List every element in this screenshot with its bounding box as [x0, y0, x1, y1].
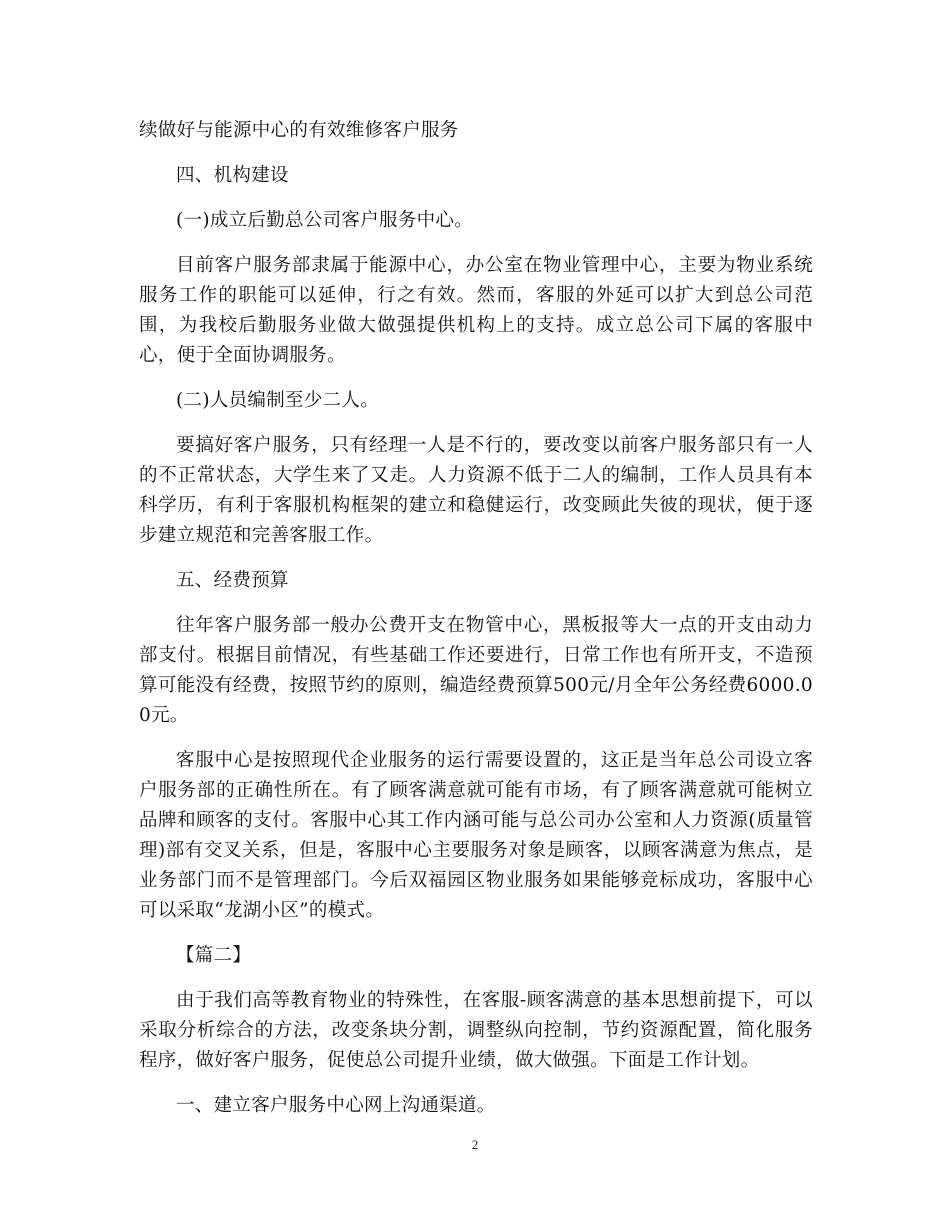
- subheading-establish-center: (一)成立后勤总公司客户服务中心。: [176, 210, 474, 231]
- section-heading-budget: 五、经费预算: [176, 570, 289, 591]
- section-heading-organization: 四、机构建设: [176, 165, 289, 186]
- paragraph-center-purpose: 客服中心是按照现代企业服务的运行需要设置的，这正是当年总公司设立客户服务部的正确性所在。有了顾客满意就可能有市场，有了顾客满意就可能树立品牌和顾客的支付。客服中心其工作内涵可能与总公司办公室和人力资源(质量管理)部有交叉关系，但是，客服中心主要服务对象是顾客，以顾客满意为焦点，是业务部门而不是管理部门。今后双福园区物业服务如果能够竞标成功，客服中心可以采取“龙湖小区”的模式。: [139, 750, 813, 921]
- page-number: 2: [471, 1137, 479, 1152]
- paragraph-center-description: 目前客户服务部隶属于能源中心，办公室在物业管理中心，主要为物业系统服务工作的职能可以延伸，行之有效。然而，客服的外延可以扩大到总公司范围，为我校后勤服务业做大做强提供机构上的支持。成立总公司下属的客服中心，便于全面协调服务。: [139, 255, 813, 366]
- paragraph-continuation: 续做好与能源中心的有效维修客户服务: [139, 120, 459, 141]
- document-body: [139, 116, 813, 1121]
- part-two-heading: 【篇二】: [176, 945, 252, 966]
- paragraph-staffing: 要搞好客户服务，只有经理一人是不行的，要改变以前客户服务部只有一人的不正常状态，大学生来了又走。人力资源不低于二人的编制，工作人员具有本科学历，有利于客服机构框架的建立和稳健运行，改变顾此失彼的现状，便于逐步建立规范和完善客服工作。: [139, 435, 813, 546]
- section-heading-online-channel: 一、建立客户服务中心网上沟通渠道。: [176, 1095, 496, 1116]
- subheading-staffing: (二)人员编制至少二人。: [176, 390, 380, 411]
- paragraph-part-two-intro: 由于我们高等教育物业的特殊性，在客服-顾客满意的基本思想前提下，可以采取分析综合的方法，改变条块分割，调整纵向控制，节约资源配置，简化服务程序，做好客户服务，促使总公司提升业绩，做大做强。下面是工作计划。: [139, 990, 813, 1071]
- paragraph-budget: 往年客户服务部一般办公费开支在物管中心，黑板报等大一点的开支由动力部支付。根据目前情况，有些基础工作还要进行，日常工作也有所开支，不造预算可能没有经费，按照节约的原则，编造经费预算500元/月全年公务经费6000.00元。: [139, 615, 813, 726]
